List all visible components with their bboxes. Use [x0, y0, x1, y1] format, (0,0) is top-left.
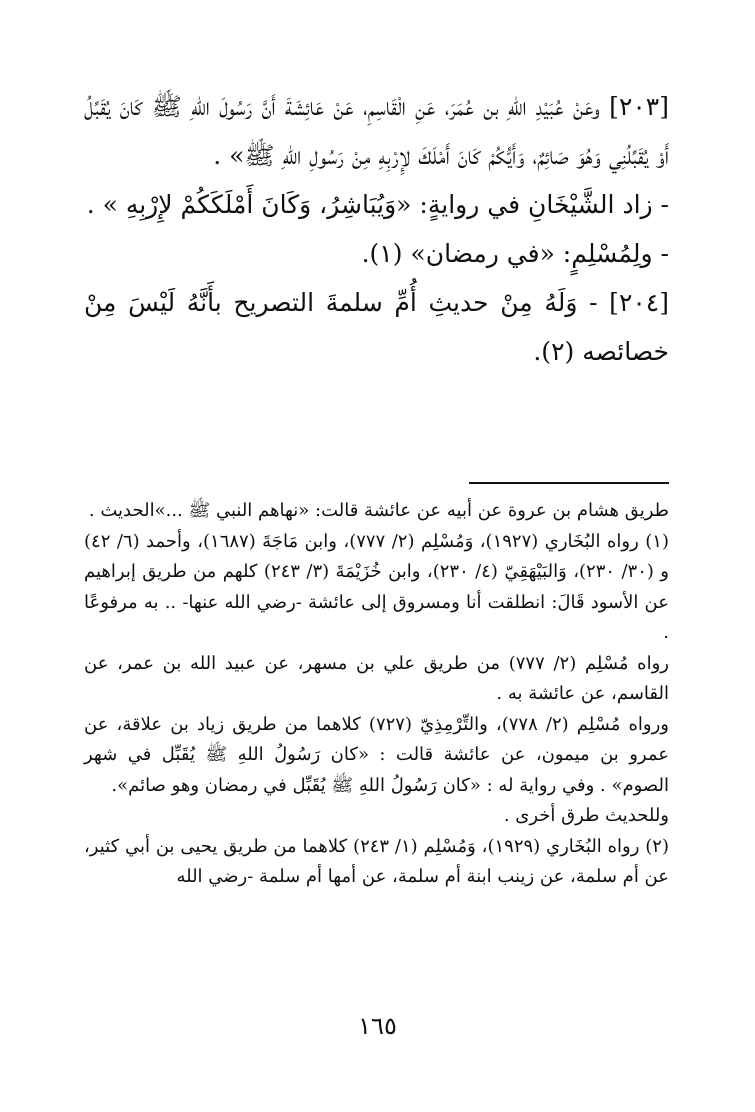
footnote-2: (٢) رواه البُخَاري (١٩٢٩)، وَمُسْلِم (١/ ٢٤٣) كلاهما من طريق يحيى بن أبي كثير، عن أم سلمة، عن زينب ابنة أم سلمة، عن أمها أم سلمة -رضي الله: [84, 835, 669, 887]
footnote-continuation: طريق هشام بن عروة عن أبيه عن عائشة قالت: «نهاهم النبي ﷺ ...»الحديث .: [88, 500, 669, 521]
addition-shaykhan: - زاد الشَّيْخَانِ في روايةٍ: «وَيُبَاشِرُ، وَكَانَ أَمْلَكَكُمْ لإِرْبِهِ » .: [86, 190, 669, 219]
footnote-1-tirmidhi: ورواه مُسْلِم (٢/ ٧٧٨)، والتِّرْمِذِيّ (٧٢٧) كلاهما من طريق زياد بن علاقة، عن عمرو بن ميمون، عن عائشة قالت : «كان رَسُولُ اللهِ ﷺ يُقَبِّل في شهر الصوم» . وفي رواية له : «كان رَسُولُ اللهِ ﷺ يُقَبِّل في رمضان وهو صائم».: [84, 713, 669, 796]
hadith-203: [٢٠٣] وعَنْ عُبَيْدِ اللهِ بن عُمَرَ، عَنِ الْقَاسِمِ، عَنْ عَائِشَةَ أَنَّ رَسُولَ اللهِ ﷺ كَانَ يُقَبِّلُ أَوْ يُقَبِّلُنِي وَهُوَ صَائِمٌ، وَأَيُّكُمْ كَانَ أَمْلَكَ لإِرْبِهِ مِنْ رَسُولِ اللهِ ﷺ» .: [84, 92, 669, 170]
footnote-divider: [469, 482, 669, 484]
footnotes: [84, 496, 669, 893]
hadith-204: [٢٠٤] - وَلَهُ مِنْ حديثِ أُمِّ سلمةَ التصريح بأَنَّهُ لَيْسَ مِنْ خصائصه (٢).: [84, 288, 669, 366]
addition-muslim: - ولِمُسْلِمٍ: «في رمضان» (١).: [361, 239, 669, 268]
footnote-1-muslim: رواه مُسْلِم (٢/ ٧٧٧) من طريق علي بن مسهر، عن عبيد الله بن عمر، عن القاسم، عن عائشة به .: [84, 652, 669, 704]
footnote-1: (١) رواه البُخَاري (١٩٢٧)، وَمُسْلِم (٢/ ٧٧٧)، وابن مَاجَةَ (١٦٨٧)، وأحمد (٦/ ٤٢) و (٣٠/ ٢٣٠)، وَالبَيْهَقِيّ (٤/ ٢٣٠)، وابن خُزَيْمَةَ (٣/ ٢٤٣) كلهم من طريق إبراهيم عن الأسود قَالَ: انطلقت أنا ومسروق إلى عائشة -رضي الله عنها- .. به مرفوعًا .: [84, 530, 669, 643]
page-number: ١٦٥: [358, 1012, 397, 1040]
footnote-1-other-routes: وللحديث طرق أخرى .: [503, 805, 669, 826]
main-text: [84, 82, 669, 376]
